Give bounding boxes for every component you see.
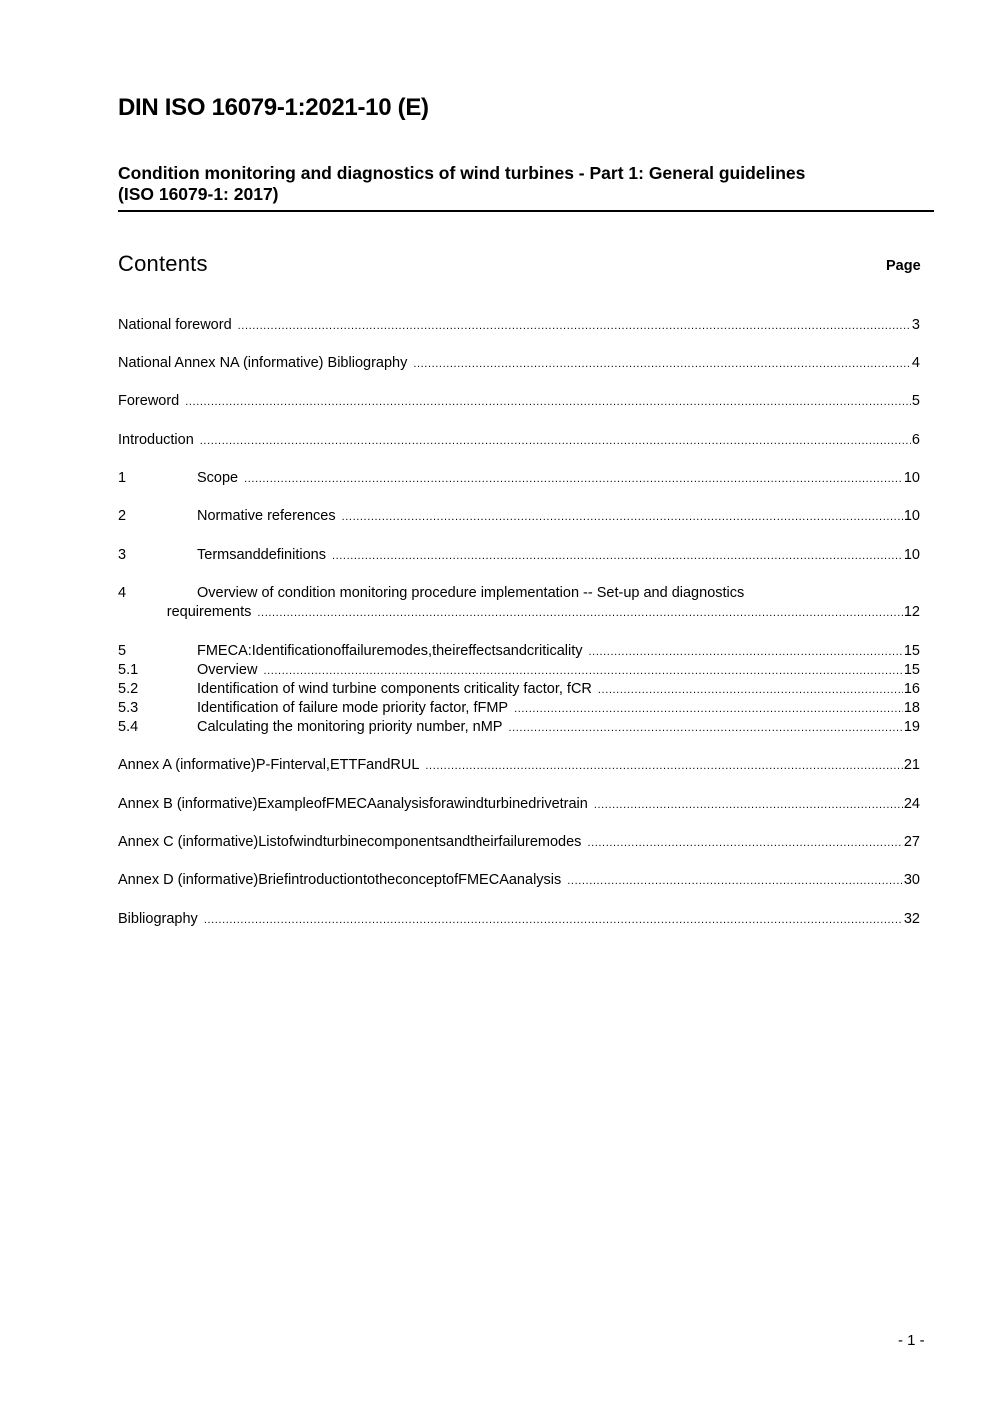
toc-title: Calculating the monitoring priority number, nMP bbox=[197, 719, 503, 735]
toc-page-number: 12 bbox=[903, 604, 920, 620]
toc-section-number: 5.1 bbox=[118, 662, 139, 678]
toc-title: Identification of failure mode priority factor, fFMP bbox=[197, 700, 509, 716]
toc-leader bbox=[342, 507, 903, 527]
toc-page-number: 15 bbox=[903, 662, 920, 678]
toc-page-number: 10 bbox=[903, 547, 920, 563]
toc-entry-national-foreword[interactable] bbox=[118, 316, 920, 336]
toc-title: Normative references bbox=[197, 508, 336, 524]
toc-section-number: 5 bbox=[118, 643, 127, 659]
toc-page-number: 4 bbox=[911, 355, 920, 371]
toc-section-number: 5.2 bbox=[118, 681, 139, 697]
toc-title: Overview of condition monitoring procedure implementation -- Set-up and diagnostics bbox=[197, 585, 745, 601]
toc-entry-foreword[interactable] bbox=[118, 392, 920, 412]
toc-title: Overview bbox=[197, 662, 258, 678]
page-number-footer: - 1 - bbox=[898, 1332, 925, 1349]
toc-section-number: 5.4 bbox=[118, 719, 139, 735]
subtitle-line-2: (ISO 16079-1: 2017) bbox=[118, 184, 279, 204]
toc-entry-scope[interactable] bbox=[118, 469, 920, 489]
toc-leader bbox=[594, 795, 903, 815]
toc-title: Scope bbox=[197, 470, 239, 486]
toc-title: Annex D (informative)BriefintroductiontotheconceptofFMECAanalysis bbox=[118, 872, 562, 888]
toc-leader bbox=[185, 392, 911, 412]
toc-leader bbox=[204, 910, 903, 930]
toc-entry-overview-procedure[interactable] bbox=[118, 584, 920, 623]
toc-section-number: 1 bbox=[118, 470, 127, 486]
toc-leader bbox=[257, 603, 902, 623]
toc-page-number: 21 bbox=[903, 757, 920, 773]
toc-page-number: 5 bbox=[911, 393, 920, 409]
toc-page-number: 24 bbox=[903, 796, 920, 812]
toc-leader bbox=[598, 680, 903, 700]
toc-entry-annex-a[interactable] bbox=[118, 756, 920, 776]
toc-entry-annex-d[interactable] bbox=[118, 871, 920, 891]
toc-title: Annex C (informative)Listofwindturbinecomponentsandtheirfailuremodes bbox=[118, 834, 582, 850]
toc-entry-5-3-failure-priority[interactable] bbox=[118, 699, 920, 719]
document-subtitle bbox=[118, 163, 933, 205]
toc-title: Annex B (informative)ExampleofFMECAanalysisforawindturbinedrivetrain bbox=[118, 796, 588, 812]
toc-entry-national-annex[interactable] bbox=[118, 354, 920, 374]
toc-page-number: 6 bbox=[911, 432, 920, 448]
toc-entry-5-4-monitoring-priority[interactable] bbox=[118, 718, 920, 738]
toc-leader bbox=[589, 642, 903, 662]
toc-section-number: 2 bbox=[118, 508, 127, 524]
toc-title: Foreword bbox=[118, 393, 180, 409]
toc-page-number: 19 bbox=[903, 719, 920, 735]
toc-title: National foreword bbox=[118, 317, 232, 333]
toc-title: National Annex NA (informative) Bibliography bbox=[118, 355, 408, 371]
page-column-heading: Page bbox=[886, 258, 921, 274]
toc-page-number: 30 bbox=[903, 872, 920, 888]
toc-title: Annex A (informative)P-Finterval,ETTFandRUL bbox=[118, 757, 420, 773]
toc-title: Introduction bbox=[118, 432, 194, 448]
contents-heading: Contents bbox=[118, 251, 208, 276]
document-id-title: DIN ISO 16079-1:2021-10 (E) bbox=[118, 94, 429, 121]
toc-page-number: 10 bbox=[903, 508, 920, 524]
toc-entry-annex-c[interactable] bbox=[118, 833, 920, 853]
toc-page-number: 18 bbox=[903, 700, 920, 716]
toc-leader bbox=[200, 431, 911, 451]
toc-title: Identification of wind turbine components criticality factor, fCR bbox=[197, 681, 592, 697]
toc-leader bbox=[567, 871, 903, 891]
toc-leader bbox=[508, 718, 902, 738]
toc-page-number: 10 bbox=[903, 470, 920, 486]
toc-title-continuation: requirements bbox=[166, 604, 252, 620]
toc-title: Bibliography bbox=[118, 911, 198, 927]
toc-leader bbox=[263, 661, 902, 681]
toc-entry-fmeca[interactable] bbox=[118, 642, 920, 662]
toc-section-number: 5.3 bbox=[118, 700, 139, 716]
toc-leader bbox=[587, 833, 902, 853]
toc-leader bbox=[514, 699, 903, 719]
toc-entry-introduction[interactable] bbox=[118, 431, 920, 451]
toc-leader bbox=[332, 546, 903, 566]
toc-page-number: 27 bbox=[903, 834, 920, 850]
toc-title: Termsanddefinitions bbox=[197, 547, 326, 563]
toc-page-number: 15 bbox=[903, 643, 920, 659]
toc-entry-annex-b[interactable] bbox=[118, 795, 920, 815]
toc-leader bbox=[425, 756, 902, 776]
toc-entry-5-1-overview[interactable] bbox=[118, 661, 920, 681]
toc-section-number: 4 bbox=[118, 585, 127, 601]
subtitle-line-1: Condition monitoring and diagnostics of wind turbines - Part 1: General guidelines bbox=[118, 163, 806, 183]
toc-leader bbox=[238, 316, 911, 336]
toc-page-number: 32 bbox=[903, 911, 920, 927]
header-divider bbox=[118, 210, 934, 212]
toc-leader bbox=[413, 354, 911, 374]
toc-entry-bibliography[interactable] bbox=[118, 910, 920, 930]
toc-section-number: 3 bbox=[118, 547, 127, 563]
toc-entry-terms-definitions[interactable] bbox=[118, 546, 920, 566]
toc-entry-normative-references[interactable] bbox=[118, 507, 920, 527]
toc-leader bbox=[244, 469, 903, 489]
toc-page-number: 16 bbox=[903, 681, 920, 697]
toc-page-number: 3 bbox=[911, 317, 920, 333]
toc-title: FMECA:Identificationoffailuremodes,theireffectsandcriticality bbox=[197, 643, 583, 659]
toc-entry-5-2-criticality[interactable] bbox=[118, 680, 920, 700]
